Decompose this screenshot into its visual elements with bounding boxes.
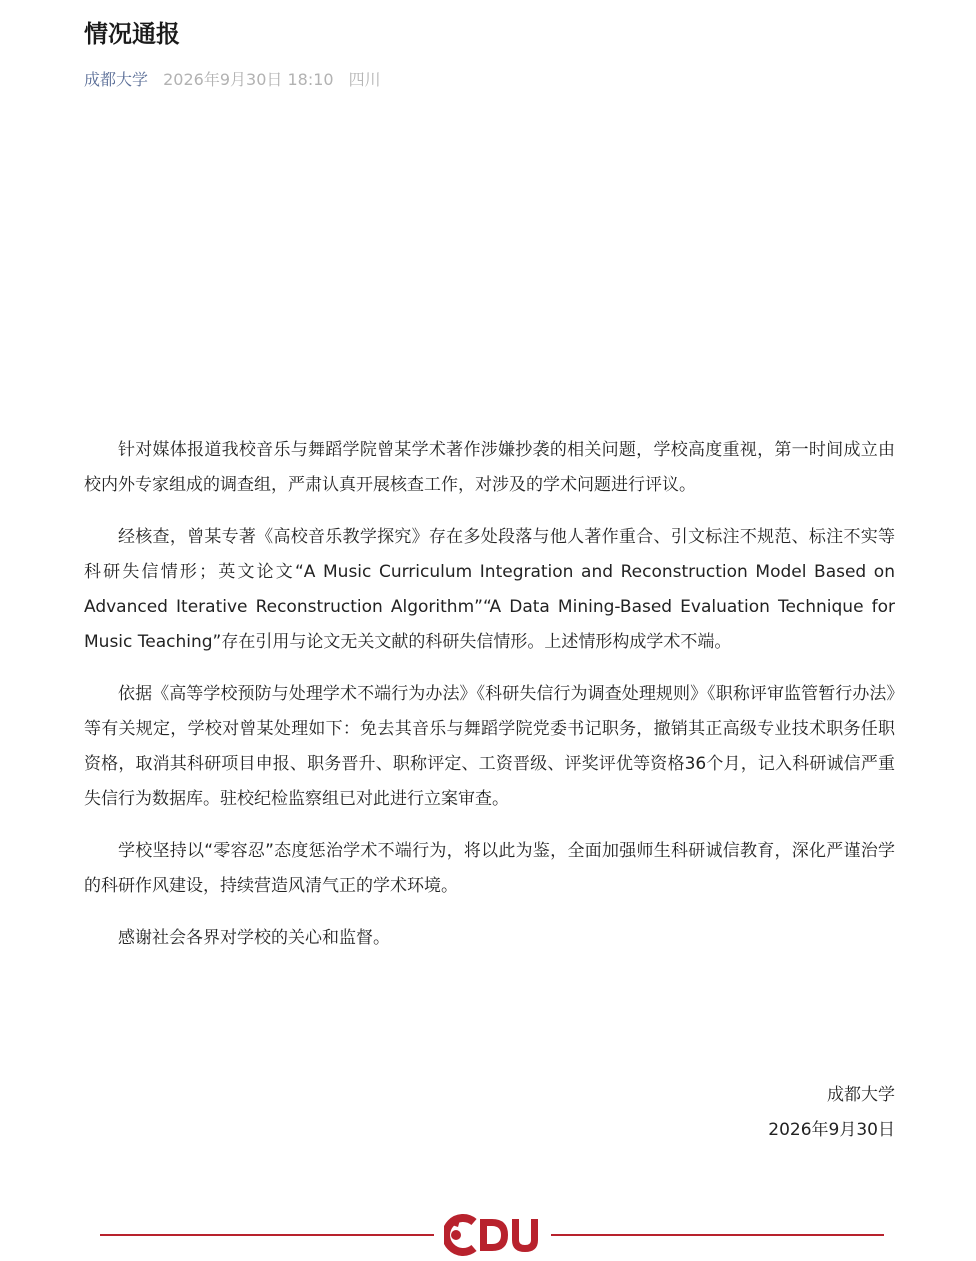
signature-date: 2026年9月30日 [768, 1120, 895, 1140]
article-paragraph: 感谢社会各界对学校的关心和监督。 [118, 928, 390, 948]
signature-block [768, 1078, 895, 1148]
signature-organization: 成都大学 [827, 1085, 895, 1105]
page-title: 情况通报 [84, 20, 180, 48]
publish-time: 2026年9月30日 18:10 [163, 70, 334, 89]
article-paragraph: 学校坚持以“零容忍”态度惩治学术不端行为，将以此为鉴，全面加强师生科研诚信教育，深化严谨治学的科研作风建设，持续营造风清气正的学术环境。 [84, 841, 895, 896]
article-paragraph: 针对媒体报道我校音乐与舞蹈学院曾某学术著作涉嫌抄袭的相关问题，学校高度重视，第一时间成立由校内外专家组成的调查组，严肃认真开展核查工作，对涉及的学术问题进行评议。 [84, 440, 895, 495]
account-name-link[interactable]: 成都大学 [84, 70, 149, 89]
cdu-logo-icon [444, 1213, 542, 1257]
article-paragraph: 经核查，曾某专著《高校音乐教学探究》存在多处段落与他人著作重合、引文标注不规范、标注不实等科研失信情形；英文论文“A Music Curriculum Integration and Reconstruction Model Based on Advanced Iterative Reconstruction Algorithm”“A Data Mining-Based Evaluation Technique for Music Teaching”存在引用与论文无关文献的科研失信情形。上述情形构成学术不端。 [84, 527, 895, 652]
footer-divider-right [551, 1234, 884, 1236]
footer-divider-left [100, 1234, 434, 1236]
publish-location: 四川 [348, 70, 381, 89]
article-meta [84, 67, 381, 93]
article-paragraph: 依据《高等学校预防与处理学术不端行为办法》《科研失信行为调查处理规则》《职称评审监管暂行办法》等有关规定，学校对曾某处理如下：免去其音乐与舞蹈学院党委书记职务，撤销其正高级专业技术职务任职资格，取消其科研项目申报、职务晋升、职称评定、工资晋级、评奖评优等资格36个月，记入科研诚信严重失信行为数据库。驻校纪检监察组已对此进行立案审查。 [84, 684, 895, 809]
article-body [84, 433, 895, 973]
